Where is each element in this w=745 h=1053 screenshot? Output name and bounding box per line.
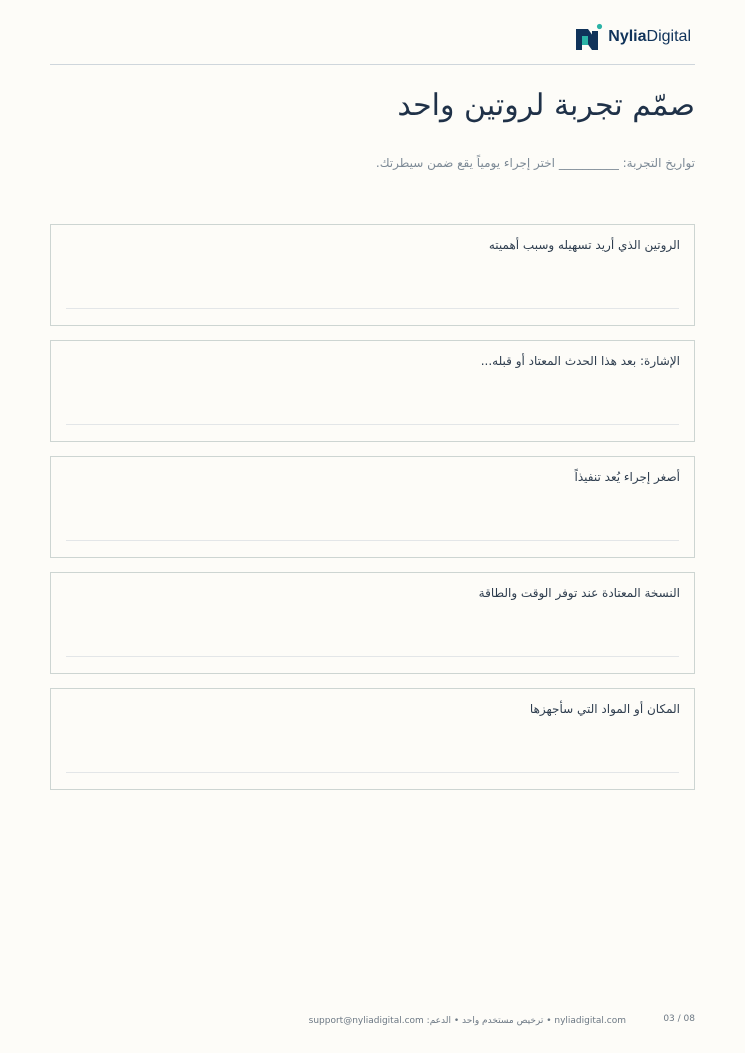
footer-text: nyliadigital.com • ترخيص مستخدم واحد • الدعم: support@nyliadigital.com (308, 1016, 626, 1026)
writing-line[interactable] (66, 540, 679, 541)
prompt-card (50, 688, 695, 790)
page-footer (50, 1010, 695, 1030)
page-number: 03 / 08 (663, 1014, 695, 1024)
page-header (50, 18, 695, 65)
prompt-card (50, 456, 695, 558)
page-subtitle: تواريخ التجربة: __________ اختر إجراء يومياً يقع ضمن سيطرتك. (375, 156, 695, 170)
worksheet-page (50, 0, 695, 1053)
card-label: النسخة المعتادة عند توفر الوقت والطاقة (478, 586, 680, 600)
card-label: أصغر إجراء يُعد تنفيذاً (574, 470, 680, 484)
prompt-cards (50, 224, 695, 804)
brand-name-regular: Digital (646, 28, 691, 45)
prompt-card (50, 340, 695, 442)
page-title: صمّم تجربة لروتين واحد (397, 88, 695, 123)
writing-line[interactable] (66, 772, 679, 773)
card-label: الروتين الذي أريد تسهيله وسبب أهميته (488, 238, 680, 252)
brand-logo (575, 22, 691, 52)
brand-wordmark (608, 29, 691, 45)
card-label: المكان أو المواد التي سأجهزها (529, 702, 680, 716)
prompt-card (50, 224, 695, 326)
card-label: الإشارة: بعد هذا الحدث المعتاد أو قبله... (480, 354, 680, 368)
writing-line[interactable] (66, 424, 679, 425)
prompt-card (50, 572, 695, 674)
brand-name-bold: Nylia (608, 28, 647, 45)
writing-line[interactable] (66, 656, 679, 657)
nylia-logo-icon (575, 23, 605, 51)
writing-line[interactable] (66, 308, 679, 309)
